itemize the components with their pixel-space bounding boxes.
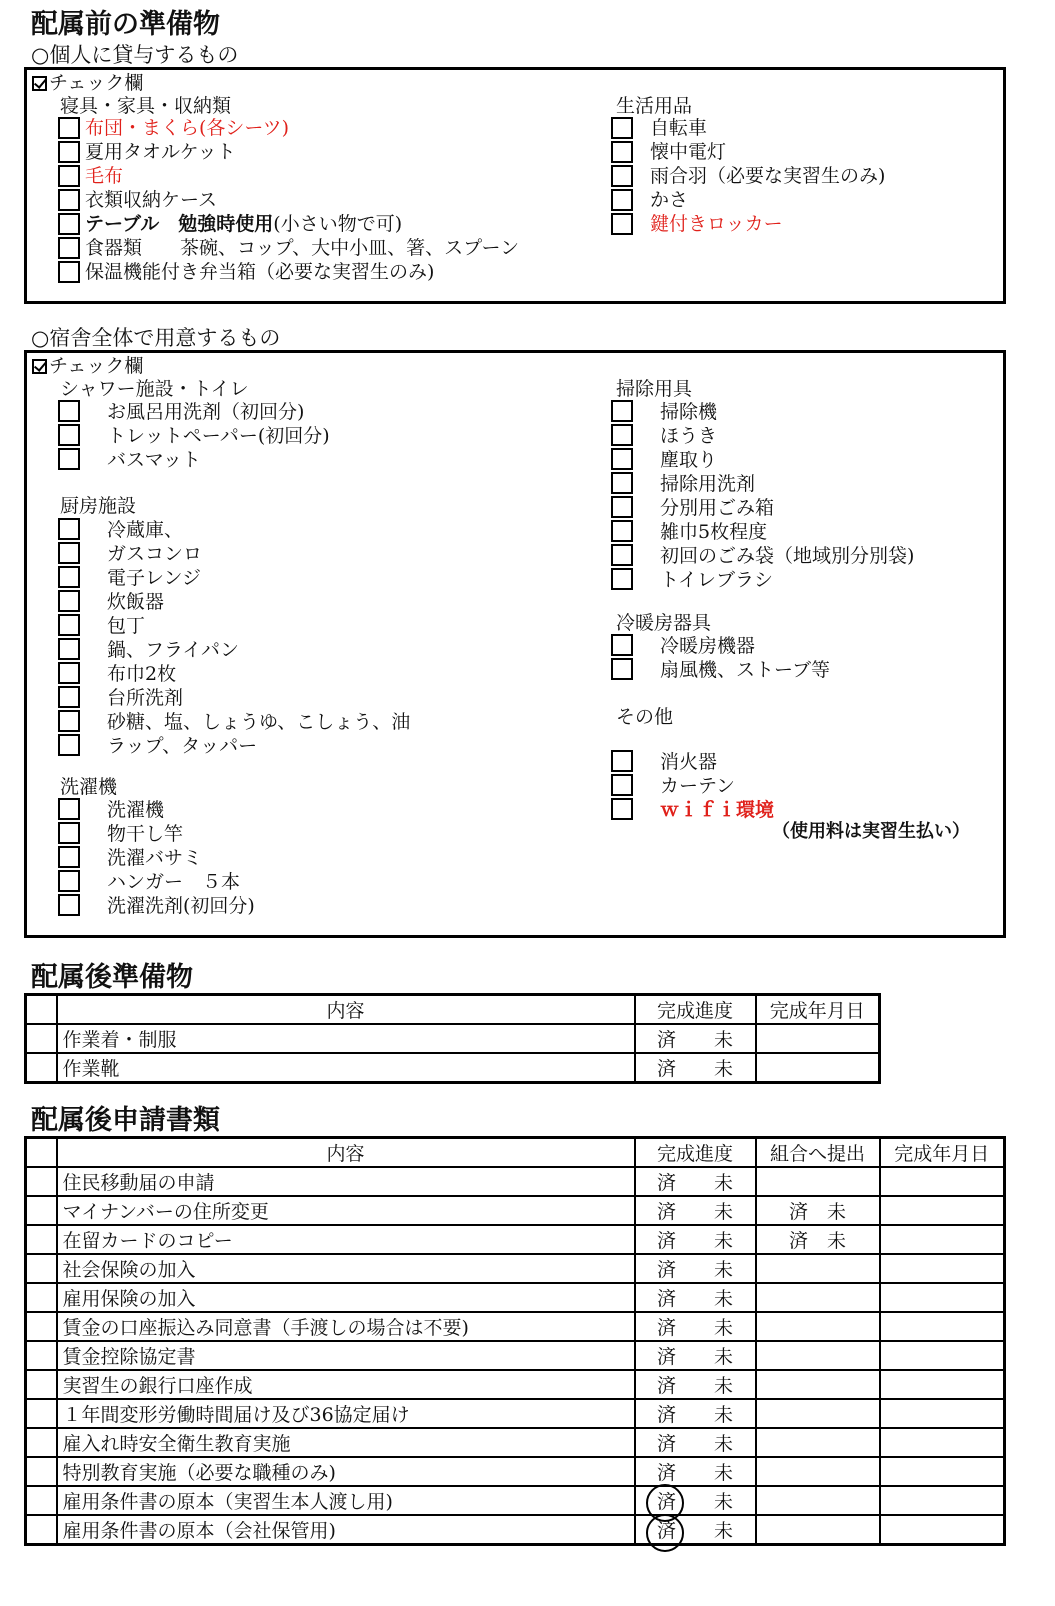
section3-title: 配属後申請書類: [31, 1105, 220, 1136]
cell-progress[interactable]: 済 未: [635, 1254, 756, 1283]
cell-progress[interactable]: 済 未: [635, 1283, 756, 1312]
check-column-label: チェック欄: [49, 355, 144, 377]
cell-content: 作業着・制服: [57, 1024, 635, 1053]
checkbox[interactable]: [58, 686, 80, 708]
checkbox[interactable]: [58, 213, 80, 235]
list-item: 包丁: [107, 615, 146, 637]
cell-content: 雇用条件書の原本（実習生本人渡し用): [57, 1486, 635, 1515]
cell-date[interactable]: [880, 1486, 1005, 1515]
cell-progress[interactable]: 済 未: [635, 1312, 756, 1341]
checkbox-column-daily-goods: [611, 117, 633, 235]
cell-progress[interactable]: 済 未: [635, 1370, 756, 1399]
check-cell[interactable]: [26, 1428, 57, 1457]
list-item: ほうき: [660, 425, 718, 447]
header-content: 内容: [57, 995, 635, 1025]
checkbox[interactable]: [58, 822, 80, 844]
checkbox[interactable]: [611, 774, 633, 796]
table-row: [26, 1312, 1005, 1341]
checkbox[interactable]: [58, 237, 80, 259]
list-item: [85, 212, 519, 236]
cell-progress[interactable]: 済 未: [635, 1196, 756, 1225]
checkbox[interactable]: [58, 870, 80, 892]
list-item: 砂糖、塩、しょうゆ、こしょう、油: [107, 711, 411, 733]
cell-date[interactable]: [880, 1312, 1005, 1341]
checkbox[interactable]: [611, 568, 633, 590]
list-item: トイレブラシ: [660, 569, 774, 591]
list-item: 初回のごみ袋（地域別分別袋): [660, 545, 915, 567]
cell-date[interactable]: [880, 1341, 1005, 1370]
cell-progress[interactable]: 済 未: [635, 1225, 756, 1254]
table-row: [26, 1196, 1005, 1225]
list-item: 物干し竿: [107, 823, 184, 845]
list-item: 洗濯洗剤(初回分): [107, 895, 255, 917]
cell-date[interactable]: [880, 1515, 1005, 1545]
header-progress: 完成進度: [635, 995, 756, 1025]
check-cell[interactable]: [26, 1167, 57, 1196]
table-row: [26, 1254, 1005, 1283]
header-date: 完成年月日: [756, 995, 880, 1025]
checkbox[interactable]: [58, 518, 80, 540]
list-item: 夏用タオルケット: [85, 141, 236, 163]
check-cell[interactable]: [26, 1196, 57, 1225]
cell-submit[interactable]: [756, 1428, 880, 1457]
list-item: 衣類収納ケース: [85, 189, 218, 211]
cell-progress[interactable]: 済 未: [635, 1457, 756, 1486]
checkbox[interactable]: [611, 520, 633, 542]
list-item: ラップ、タッパー: [107, 735, 258, 757]
checked-box-icon: [32, 359, 47, 374]
cell-content: マイナンバーの住所変更: [57, 1196, 635, 1225]
category-kitchen: 厨房施設: [60, 495, 137, 517]
cell-date[interactable]: [756, 1024, 880, 1053]
cell-submit[interactable]: [756, 1370, 880, 1399]
check-cell[interactable]: [26, 1254, 57, 1283]
table-row: [26, 1399, 1005, 1428]
check-cell[interactable]: [26, 1457, 57, 1486]
cell-date[interactable]: [880, 1428, 1005, 1457]
check-cell[interactable]: [26, 1053, 57, 1083]
category-aircon: 冷暖房器具: [616, 612, 712, 634]
list-item: お風呂用洗剤（初回分): [107, 401, 305, 423]
list-item: 布巾2枚: [107, 663, 177, 685]
cell-date[interactable]: [880, 1457, 1005, 1486]
cell-content: 作業靴: [57, 1053, 635, 1083]
cell-date[interactable]: [880, 1196, 1005, 1225]
header-submit: 組合へ提出: [756, 1138, 880, 1168]
list-item: バスマット: [107, 449, 201, 471]
checkbox[interactable]: [611, 141, 633, 163]
checkbox[interactable]: [611, 496, 633, 518]
header-date: 完成年月日: [880, 1138, 1005, 1168]
category-laundry: 洗濯機: [60, 776, 118, 798]
checkbox[interactable]: [611, 424, 633, 446]
list-item: 洗濯機: [107, 799, 165, 821]
list-item: 分別用ごみ箱: [660, 497, 775, 519]
cell-submit[interactable]: [756, 1399, 880, 1428]
checkbox-column-bedding: [58, 117, 80, 283]
cell-content: 特別教育実施（必要な職種のみ): [57, 1457, 635, 1486]
table-row: [26, 1341, 1005, 1370]
done-circle-mark: [646, 1514, 684, 1552]
checkbox[interactable]: [58, 798, 80, 820]
list-item: 炊飯器: [107, 591, 165, 613]
checkbox[interactable]: [58, 542, 80, 564]
checkbox[interactable]: [58, 261, 80, 283]
checkbox[interactable]: [58, 590, 80, 612]
cell-progress[interactable]: 済 未: [635, 1515, 756, 1545]
checkbox[interactable]: [611, 117, 633, 139]
category-bedding: 寝具・家具・収納類: [60, 95, 232, 117]
checkbox[interactable]: [611, 544, 633, 566]
list-item: 懐中電灯: [650, 141, 727, 163]
list-item: 扇風機、ストーブ等: [660, 659, 831, 681]
cell-submit[interactable]: [756, 1167, 880, 1196]
checkbox[interactable]: [58, 165, 80, 187]
checkbox[interactable]: [611, 472, 633, 494]
checkbox[interactable]: [58, 189, 80, 211]
header-content: 内容: [57, 1138, 635, 1168]
cell-progress[interactable]: 済 未: [635, 1341, 756, 1370]
cell-content: 実習生の銀行口座作成: [57, 1370, 635, 1399]
list-item: 毛布: [85, 165, 124, 187]
check-column-header: [32, 355, 143, 377]
category-cleaning: 掃除用具: [616, 378, 693, 400]
checkbox[interactable]: [58, 846, 80, 868]
category-shower: シャワー施設・トイレ: [60, 378, 249, 400]
checkbox[interactable]: [611, 658, 633, 680]
checkbox[interactable]: [58, 400, 80, 422]
list-item: 雨合羽（必要な実習生のみ): [650, 165, 886, 187]
checkbox[interactable]: [58, 638, 80, 660]
check-cell[interactable]: [26, 1312, 57, 1341]
list-item: 保温機能付き弁当箱（必要な実習生のみ): [85, 261, 435, 283]
check-cell[interactable]: [26, 1024, 57, 1053]
cell-content: 在留カードのコピー: [57, 1225, 635, 1254]
list-item-bold: テーブル 勉強時使用: [85, 213, 274, 235]
cell-submit[interactable]: 済 未: [756, 1196, 880, 1225]
check-cell[interactable]: [26, 1486, 57, 1515]
table-row: [26, 1515, 1005, 1545]
check-cell[interactable]: [26, 1399, 57, 1428]
checkbox-column-laundry: [58, 798, 80, 916]
list-item: 冷暖房機器: [660, 635, 756, 657]
category-other: その他: [616, 706, 674, 728]
cell-submit[interactable]: [756, 1457, 880, 1486]
list-item-note: (小さい物で可): [273, 213, 403, 235]
checkbox[interactable]: [611, 750, 633, 772]
item-list-kitchen: [107, 518, 410, 758]
cell-content: 賃金控除協定書: [57, 1341, 635, 1370]
cell-submit[interactable]: [756, 1283, 880, 1312]
list-item: 掃除用洗剤: [660, 473, 756, 495]
cell-submit[interactable]: [756, 1341, 880, 1370]
check-cell[interactable]: [26, 1341, 57, 1370]
table-header-row: [26, 1138, 1005, 1168]
checkbox[interactable]: [611, 798, 633, 820]
checkbox[interactable]: [611, 189, 633, 211]
header-progress: 完成進度: [635, 1138, 756, 1168]
list-item: 食器類 茶碗、コップ、大中小皿、箸、スプーン: [85, 237, 520, 259]
checkbox[interactable]: [58, 614, 80, 636]
checkbox[interactable]: [58, 448, 80, 470]
table-row: [26, 1457, 1005, 1486]
table-header-row: [26, 995, 880, 1025]
cell-submit[interactable]: [756, 1486, 880, 1515]
list-item: 台所洗剤: [107, 687, 184, 709]
list-item: 布団・まくら(各シーツ): [85, 117, 290, 139]
cell-submit[interactable]: [756, 1515, 880, 1545]
checkbox[interactable]: [58, 734, 80, 756]
list-item: 雑巾5枚程度: [660, 521, 768, 543]
list-item: カーテン: [660, 775, 736, 797]
cell-date[interactable]: [880, 1399, 1005, 1428]
cell-content: 雇用条件書の原本（会社保管用): [57, 1515, 635, 1545]
list-item: ｗｉｆｉ環境: [660, 799, 775, 821]
table-row: [26, 1486, 1005, 1515]
cell-progress[interactable]: 済 未: [635, 1486, 756, 1515]
cell-progress[interactable]: 済 未: [635, 1053, 756, 1083]
item-list-daily-goods: [650, 116, 885, 236]
cell-content: 社会保険の加入: [57, 1254, 635, 1283]
table-row: [26, 1428, 1005, 1457]
checkbox[interactable]: [611, 634, 633, 656]
cell-submit[interactable]: [756, 1312, 880, 1341]
cell-content: 住民移動届の申請: [57, 1167, 635, 1196]
cell-content: １年間変形労働時間届け及び36協定届け: [57, 1399, 635, 1428]
item-list-laundry: [107, 798, 255, 918]
table-row: [26, 1283, 1005, 1312]
cell-progress[interactable]: 済 未: [635, 1399, 756, 1428]
application-docs-table: [24, 1136, 1006, 1546]
check-cell[interactable]: [26, 1283, 57, 1312]
list-item: かさ: [650, 189, 689, 211]
checkbox-column-kitchen: [58, 518, 80, 756]
check-cell[interactable]: [26, 1225, 57, 1254]
cell-progress[interactable]: 済 未: [635, 1024, 756, 1053]
table-row: [26, 1024, 880, 1053]
table-row: [26, 1225, 1005, 1254]
table-row: [26, 1370, 1005, 1399]
checkbox[interactable]: [58, 710, 80, 732]
checkbox[interactable]: [611, 213, 633, 235]
list-item: 自転車: [650, 117, 708, 139]
checkbox-column-shower: [58, 400, 80, 470]
list-item: 洗濯バサミ: [107, 847, 203, 869]
cell-date[interactable]: [880, 1283, 1005, 1312]
category-daily-goods: 生活用品: [616, 95, 693, 117]
prep-items-table: [24, 993, 881, 1084]
checkbox[interactable]: [58, 141, 80, 163]
list-item: 塵取り: [660, 449, 718, 471]
list-item: トレットペーパー(初回分): [107, 425, 330, 447]
cell-date[interactable]: [756, 1053, 880, 1083]
item-list-cleaning: [660, 400, 914, 592]
section1-title: 配属前の準備物: [31, 9, 220, 40]
checkbox[interactable]: [611, 448, 633, 470]
list-item: 冷蔵庫、: [107, 519, 184, 541]
cell-date[interactable]: [880, 1254, 1005, 1283]
list-item: 電子レンジ: [107, 567, 202, 589]
list-item: ハンガー ５本: [107, 871, 241, 893]
check-cell[interactable]: [26, 1138, 57, 1168]
checkbox[interactable]: [611, 400, 633, 422]
check-cell[interactable]: [26, 1515, 57, 1545]
cell-date[interactable]: [880, 1225, 1005, 1254]
cell-content: 賃金の口座振込み同意書（手渡しの場合は不要): [57, 1312, 635, 1341]
checkbox[interactable]: [58, 566, 80, 588]
shared-items-box: [24, 350, 1006, 938]
checkbox[interactable]: [58, 662, 80, 684]
cell-date[interactable]: [880, 1370, 1005, 1399]
item-list-aircon: [660, 634, 830, 682]
item-list-other: [660, 750, 774, 822]
list-item: 掃除機: [660, 401, 718, 423]
personal-subtitle: ○個人に貸与するもの: [31, 43, 239, 67]
cell-content: 雇入れ時安全衛生教育実施: [57, 1428, 635, 1457]
item-list-shower: [107, 400, 330, 472]
checkbox-column-cleaning: [611, 400, 633, 590]
cell-submit[interactable]: 済 未: [756, 1225, 880, 1254]
list-item: 鍵付きロッカー: [650, 213, 783, 235]
checkbox-column-other: [611, 750, 633, 820]
check-cell[interactable]: [26, 995, 57, 1025]
cell-date[interactable]: [880, 1167, 1005, 1196]
section2-title: 配属後準備物: [31, 962, 193, 993]
checkbox[interactable]: [611, 165, 633, 187]
checkbox[interactable]: [58, 117, 80, 139]
checkbox[interactable]: [58, 424, 80, 446]
checked-box-icon: [32, 76, 47, 91]
personal-items-box: [24, 67, 1006, 304]
wifi-fee-note: （使用料は実習生払い）: [772, 821, 970, 842]
check-column-header: [32, 72, 143, 94]
cell-progress[interactable]: 済 未: [635, 1167, 756, 1196]
table-row: [26, 1053, 880, 1083]
list-item: ガスコンロ: [107, 543, 203, 565]
checkbox[interactable]: [58, 894, 80, 916]
list-item: 消火器: [660, 751, 718, 773]
checkbox-column-aircon: [611, 634, 633, 680]
table-row: [26, 1167, 1005, 1196]
check-column-label: チェック欄: [49, 72, 144, 94]
cell-content: 雇用保険の加入: [57, 1283, 635, 1312]
cell-submit[interactable]: [756, 1254, 880, 1283]
cell-progress[interactable]: 済 未: [635, 1428, 756, 1457]
item-list-bedding: [85, 116, 519, 284]
check-cell[interactable]: [26, 1370, 57, 1399]
shared-subtitle: ○宿舎全体で用意するもの: [31, 326, 281, 350]
list-item: 鍋、フライパン: [107, 639, 240, 661]
